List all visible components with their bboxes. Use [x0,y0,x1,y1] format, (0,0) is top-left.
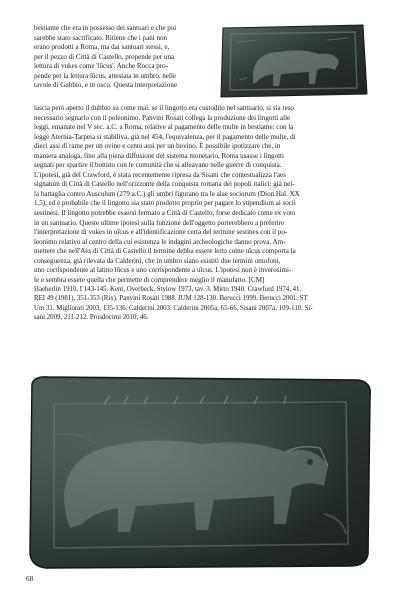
ingot-photo-small [217,22,369,100]
text-line: necessario segnarlo con il poleonimo. Panvini Rosati collega la produzione dei lingotti alle [34,113,291,122]
text-line: maniera analoga, fino alla piena diffusione del sistema monetario, Roma usasse i lingotti [34,151,284,160]
text-column-top [34,24,212,91]
text-line: le e sembra essere quella che permette di comprendere meglio il manufatto. [CM] [34,275,265,284]
text-line: leggi, emanate nel V sec. a.C. a Roma, relative al pagamento delle multe in bestiame: con la [34,123,294,132]
text-line: bestiame che era in possesso dei santuari e che poi [34,24,177,32]
text-line: segnati per spartire il bottino con le comunità che si alleavano nelle guerre di conquista. [34,161,282,170]
reference-line: REI 49 (1981), 351-353 (Rix). Panvini Rosati 1988. IUM 128-130. Berucci 1999. Berucci 2001. ST [34,295,308,303]
text-line: sestinesi. Il lingotto potrebbe essersi fermato a Città di Castello, forse dedicato come ex voto [34,209,296,218]
text-line: L'ipotesi, già del Crawford, è stata recentemente ripresa da Sisani che contestualizza l'aes [34,170,286,179]
ingot-large-image [24,374,376,570]
page-number: 68 [26,575,34,583]
reference-line: Um 31. Migliorati 2003, 135-136. Calderini 2003. Calderini 2005a, 65-66. Sisani 2007a, 109-110. Si- [34,304,313,312]
text-line: pende per la lettura lūcus, attestata in umbro, nelle [34,71,177,80]
text-column-full [34,104,370,322]
text-line: uno corrispondente al latino lūcus e uno corrispondente a uīcus. L'ipotesi non è inverosimi- [34,266,292,275]
text-line: lettura di vukes come 'lūcus'. Anche Rocca pro- [34,62,169,71]
text-line: erano prodotti a Roma, ma dai santuari stessi, e, [34,43,170,52]
text-line: legge Aternia-Tarpeia si stabiliva, già nel 454, l'equivalenza, per il pagamento delle multe, di [34,132,296,141]
ingot-small-image [217,22,369,100]
text-line: tavole di Gubbio, e in osco. Questa interpretazione [34,81,178,90]
text-line: lascia però aperto il dubbio su come mai, se il lingotto era custodito nel santuario, si sia reso [34,104,295,112]
ingot-photo-large [24,374,376,570]
text-line: per il pezzo di Città di Castello, propende per una [34,52,175,61]
text-line: leonimo relativo al centro della cui esistenza le indagini archeologiche danno prova. Am- [34,237,286,246]
text-line: signatum di Città di Castello nell'orizzonte della conquista romana dei popoli italici: già nel- [34,180,295,189]
text-line: la battaglia contro Ausculum (279 a.C.) gli umbri figurano tra le alae sociorum (Dion.Hal. XX [34,189,300,198]
text-line: sarebbe stato sacrificato. Ritiene che i pani non [34,33,168,42]
reference-line: Haeberlin 1910, I 143-145. Kent, Overbeck, Stylow 1973, tav. 3. Mirto 1940. Crawford 1974, 41. [34,286,302,294]
text-line: dieci assi di rame per un ovino e cento assi per un bovino. È possibile ipotizzare che, in [34,142,281,151]
text-line: in un santuario. Queste ultime ipotesi sulla funzione dell'oggetto porterebbero a preferire [34,218,285,227]
reference-line: sani 2009, 211-212. Prosdocimi 2010, 46. [34,313,149,321]
text-line: mettere che nell'Aes di Città di Castello il termine debba essere letto come uīcus comporta la [34,247,296,256]
text-line: 1,5), ed è probabile che il lingotto sia stato prodotto proprio per pagare lo stipendium ai socii [34,199,296,208]
text-line: conseguenza, già rilevata da Calderini, che in umbro siano esistiti due termini omofoni, [34,256,281,265]
text-line: l'interpretazione di vukes in uīcus e all'identificazione certa del termine sestines con il po- [34,228,288,237]
